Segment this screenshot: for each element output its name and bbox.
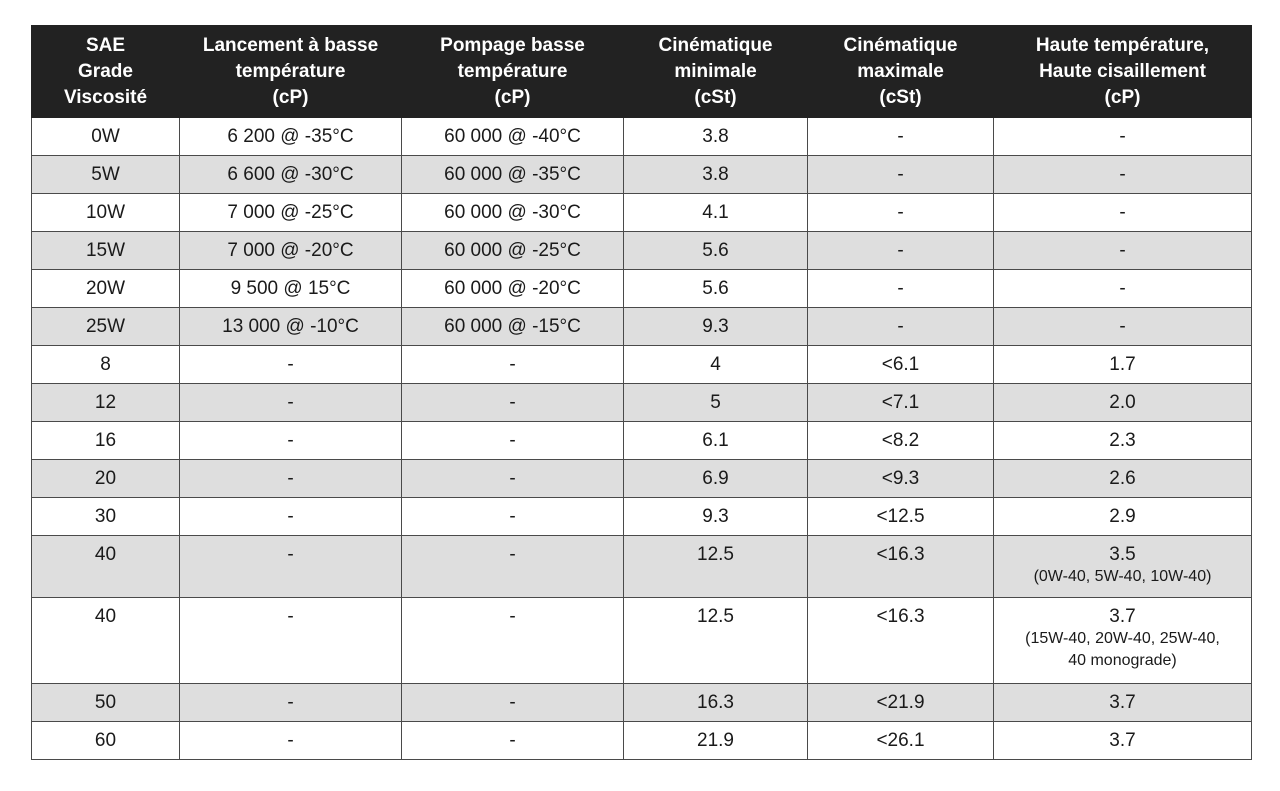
table-row: [32, 308, 1252, 346]
cell-pumping-value: -: [509, 429, 516, 451]
cell-cranking-value: 9 500 @ 15°C: [230, 277, 351, 299]
cell-kinematic-min-value: 6.9: [702, 467, 729, 489]
cell-hths: [994, 232, 1252, 270]
cell-hths: [994, 118, 1252, 156]
table-row: [32, 346, 1252, 384]
cell-kinematic-min: [624, 194, 808, 232]
cell-kinematic-min-value: 21.9: [697, 729, 734, 751]
cell-kinematic-min-value: 4.1: [702, 201, 729, 223]
cell-hths: [994, 598, 1252, 684]
cell-grade-value: 40: [94, 544, 117, 565]
cell-kinematic-max-value: <9.3: [881, 467, 920, 489]
cell-hths-value: 3.5: [1109, 544, 1136, 565]
cell-pumping: [402, 422, 624, 460]
cell-pumping: [402, 270, 624, 308]
cell-kinematic-max: [808, 156, 994, 194]
cell-grade: [32, 460, 180, 498]
cell-hths: [994, 194, 1252, 232]
cell-cranking-value: -: [287, 606, 294, 627]
cell-kinematic-min: [624, 684, 808, 722]
cell-cranking: [180, 346, 402, 384]
cell-cranking-value: 7 000 @ -20°C: [227, 239, 354, 261]
table-row: [32, 422, 1252, 460]
cell-grade-value: 5W: [91, 163, 120, 185]
cell-grade: [32, 346, 180, 384]
cell-hths-value: 3.7: [1109, 729, 1136, 751]
cell-kinematic-min-value: 6.1: [702, 429, 729, 451]
header-kinematic-min: Cinématique minimale (cSt): [624, 26, 808, 118]
cell-kinematic-min: [624, 384, 808, 422]
cell-pumping: [402, 598, 624, 684]
cell-kinematic-min: [624, 598, 808, 684]
cell-pumping: [402, 684, 624, 722]
cell-kinematic-max: [808, 270, 994, 308]
cell-pumping-value: 60 000 @ -30°C: [444, 201, 581, 223]
cell-cranking-value: 6 600 @ -30°C: [227, 163, 354, 185]
cell-kinematic-min-value: 9.3: [702, 505, 729, 527]
cell-grade-value: 12: [94, 391, 117, 413]
table-row: [32, 118, 1252, 156]
cell-pumping-value: 60 000 @ -20°C: [444, 277, 581, 299]
cell-cranking-value: -: [287, 353, 294, 375]
cell-hths-value: 2.6: [1109, 467, 1136, 489]
cell-cranking-value: -: [287, 467, 294, 489]
cell-kinematic-min-value: 5.6: [702, 277, 729, 299]
cell-hths: [994, 346, 1252, 384]
cell-kinematic-min-value: 3.8: [702, 163, 729, 185]
cell-pumping: [402, 118, 624, 156]
cell-kinematic-max: [808, 684, 994, 722]
cell-cranking-value: -: [287, 505, 294, 527]
cell-hths: [994, 722, 1252, 760]
hths-grade-note: (15W-40, 20W-40, 25W-40, 40 monograde): [1025, 630, 1220, 669]
cell-kinematic-min: [624, 536, 808, 598]
header-row: [32, 26, 1252, 118]
table-row: [32, 156, 1252, 194]
table-row: [32, 460, 1252, 498]
cell-hths-value: -: [1119, 277, 1126, 299]
cell-kinematic-max-value: <26.1: [876, 729, 925, 751]
cell-kinematic-min: [624, 422, 808, 460]
cell-kinematic-max-value: -: [897, 125, 904, 147]
cell-pumping: [402, 194, 624, 232]
cell-kinematic-max: [808, 194, 994, 232]
cell-hths: [994, 536, 1252, 598]
cell-grade: [32, 498, 180, 536]
cell-kinematic-min-value: 9.3: [702, 315, 729, 337]
header-low-temp-cranking: Lancement à basse température (cP): [180, 26, 402, 118]
table-row: [32, 232, 1252, 270]
cell-pumping-value: -: [509, 505, 516, 527]
cell-grade: [32, 384, 180, 422]
table-row: [32, 194, 1252, 232]
cell-cranking: [180, 156, 402, 194]
cell-cranking-value: -: [287, 429, 294, 451]
cell-grade: [32, 598, 180, 684]
cell-kinematic-min: [624, 460, 808, 498]
cell-grade-value: 30: [94, 505, 117, 527]
cell-pumping: [402, 308, 624, 346]
cell-kinematic-min: [624, 118, 808, 156]
cell-kinematic-max-value: <21.9: [876, 691, 925, 713]
cell-hths-value: 3.7: [1109, 606, 1136, 627]
cell-cranking-value: 13 000 @ -10°C: [222, 315, 359, 337]
cell-grade-value: 10W: [85, 201, 126, 223]
cell-hths-value: 2.0: [1109, 391, 1136, 413]
cell-hths: [994, 498, 1252, 536]
cell-kinematic-min-value: 5.6: [702, 239, 729, 261]
cell-pumping: [402, 498, 624, 536]
cell-grade: [32, 156, 180, 194]
cell-kinematic-max: [808, 598, 994, 684]
cell-kinematic-max-value: <6.1: [881, 353, 920, 375]
cell-grade-value: 50: [94, 691, 117, 713]
cell-kinematic-min-value: 4: [710, 353, 721, 375]
cell-hths: [994, 422, 1252, 460]
cell-pumping-value: -: [509, 606, 516, 627]
cell-pumping-value: -: [509, 729, 516, 751]
cell-cranking: [180, 118, 402, 156]
cell-kinematic-max-value: <16.3: [876, 544, 925, 565]
cell-pumping-value: 60 000 @ -40°C: [444, 125, 581, 147]
viscosity-table-container: [31, 25, 1251, 760]
table-row: [32, 384, 1252, 422]
cell-kinematic-max: [808, 308, 994, 346]
cell-grade-value: 15W: [85, 239, 126, 261]
cell-grade: [32, 194, 180, 232]
table-row: [32, 722, 1252, 760]
cell-grade-value: 25W: [85, 315, 126, 337]
cell-kinematic-min-value: 12.5: [697, 544, 734, 565]
hths-grade-note: (0W-40, 5W-40, 10W-40): [1033, 568, 1212, 585]
cell-cranking-value: 6 200 @ -35°C: [227, 125, 354, 147]
table-body: [32, 118, 1252, 760]
cell-hths-value: -: [1119, 125, 1126, 147]
table-row: [32, 684, 1252, 722]
cell-cranking-value: -: [287, 391, 294, 413]
cell-hths-value: 2.9: [1109, 505, 1136, 527]
cell-cranking-value: -: [287, 544, 294, 565]
cell-hths-value: 2.3: [1109, 429, 1136, 451]
cell-kinematic-max-value: <8.2: [881, 429, 920, 451]
cell-kinematic-max-value: -: [897, 315, 904, 337]
cell-cranking-value: 7 000 @ -25°C: [227, 201, 354, 223]
cell-cranking: [180, 536, 402, 598]
header-hths: Haute température, Haute cisaillement (cP): [994, 26, 1252, 118]
cell-grade: [32, 422, 180, 460]
cell-cranking: [180, 232, 402, 270]
table-row: [32, 498, 1252, 536]
cell-kinematic-max-value: -: [897, 201, 904, 223]
cell-pumping-value: 60 000 @ -15°C: [444, 315, 581, 337]
cell-grade-value: 60: [94, 729, 117, 751]
cell-grade-value: 8: [100, 353, 111, 375]
cell-pumping: [402, 384, 624, 422]
cell-pumping-value: -: [509, 544, 516, 565]
cell-pumping-value: -: [509, 467, 516, 489]
cell-grade-value: 40: [94, 606, 117, 627]
cell-pumping: [402, 460, 624, 498]
cell-grade-value: 16: [94, 429, 117, 451]
cell-grade-value: 20: [94, 467, 117, 489]
cell-kinematic-max-value: <16.3: [876, 606, 925, 627]
sae-viscosity-table: [31, 25, 1252, 760]
header-sae-grade: SAE Grade Viscosité: [32, 26, 180, 118]
table-row: [32, 598, 1252, 684]
cell-cranking: [180, 194, 402, 232]
cell-hths: [994, 684, 1252, 722]
cell-kinematic-max: [808, 232, 994, 270]
cell-cranking: [180, 270, 402, 308]
cell-pumping-value: -: [509, 691, 516, 713]
cell-kinematic-max: [808, 346, 994, 384]
cell-cranking: [180, 722, 402, 760]
table-row: [32, 270, 1252, 308]
cell-kinematic-max-value: -: [897, 163, 904, 185]
cell-cranking: [180, 598, 402, 684]
cell-pumping-value: -: [509, 353, 516, 375]
cell-kinematic-max: [808, 118, 994, 156]
cell-hths-value: -: [1119, 239, 1126, 261]
cell-kinematic-max: [808, 536, 994, 598]
cell-kinematic-min: [624, 232, 808, 270]
cell-hths: [994, 384, 1252, 422]
cell-hths: [994, 156, 1252, 194]
cell-hths-value: 3.7: [1109, 691, 1136, 713]
cell-pumping: [402, 536, 624, 598]
cell-kinematic-min: [624, 498, 808, 536]
cell-grade-value: 20W: [85, 277, 126, 299]
cell-cranking: [180, 498, 402, 536]
cell-hths-value: 1.7: [1109, 353, 1136, 375]
cell-pumping: [402, 156, 624, 194]
cell-kinematic-min-value: 3.8: [702, 125, 729, 147]
cell-kinematic-min-value: 5: [710, 391, 721, 413]
cell-kinematic-min-value: 12.5: [697, 606, 734, 627]
cell-cranking: [180, 422, 402, 460]
table-row: [32, 536, 1252, 598]
cell-kinematic-max-value: -: [897, 239, 904, 261]
cell-pumping: [402, 346, 624, 384]
cell-hths-value: -: [1119, 163, 1126, 185]
cell-hths-value: -: [1119, 315, 1126, 337]
cell-pumping-value: 60 000 @ -25°C: [444, 239, 581, 261]
table-header: [32, 26, 1252, 118]
cell-kinematic-max-value: <12.5: [876, 505, 925, 527]
cell-kinematic-min-value: 16.3: [697, 691, 734, 713]
cell-hths: [994, 270, 1252, 308]
cell-grade: [32, 118, 180, 156]
cell-pumping: [402, 722, 624, 760]
header-low-temp-pumping: Pompage basse température (cP): [402, 26, 624, 118]
cell-cranking: [180, 684, 402, 722]
cell-kinematic-max: [808, 422, 994, 460]
cell-grade: [32, 270, 180, 308]
cell-hths-value: -: [1119, 201, 1126, 223]
cell-grade: [32, 232, 180, 270]
cell-grade: [32, 536, 180, 598]
cell-kinematic-max: [808, 460, 994, 498]
cell-cranking: [180, 460, 402, 498]
cell-kinematic-max: [808, 498, 994, 536]
cell-hths: [994, 460, 1252, 498]
cell-kinematic-max-value: -: [897, 277, 904, 299]
cell-kinematic-min: [624, 156, 808, 194]
cell-pumping: [402, 232, 624, 270]
cell-kinematic-max: [808, 722, 994, 760]
cell-pumping-value: 60 000 @ -35°C: [444, 163, 581, 185]
cell-grade: [32, 722, 180, 760]
cell-kinematic-min: [624, 308, 808, 346]
cell-kinematic-min: [624, 270, 808, 308]
cell-grade: [32, 308, 180, 346]
cell-cranking: [180, 308, 402, 346]
cell-cranking: [180, 384, 402, 422]
header-kinematic-max: Cinématique maximale (cSt): [808, 26, 994, 118]
cell-kinematic-min: [624, 346, 808, 384]
cell-grade-value: 0W: [91, 125, 120, 147]
cell-cranking-value: -: [287, 691, 294, 713]
cell-kinematic-min: [624, 722, 808, 760]
cell-grade: [32, 684, 180, 722]
cell-kinematic-max-value: <7.1: [881, 391, 920, 413]
cell-cranking-value: -: [287, 729, 294, 751]
cell-hths: [994, 308, 1252, 346]
cell-kinematic-max: [808, 384, 994, 422]
cell-pumping-value: -: [509, 391, 516, 413]
